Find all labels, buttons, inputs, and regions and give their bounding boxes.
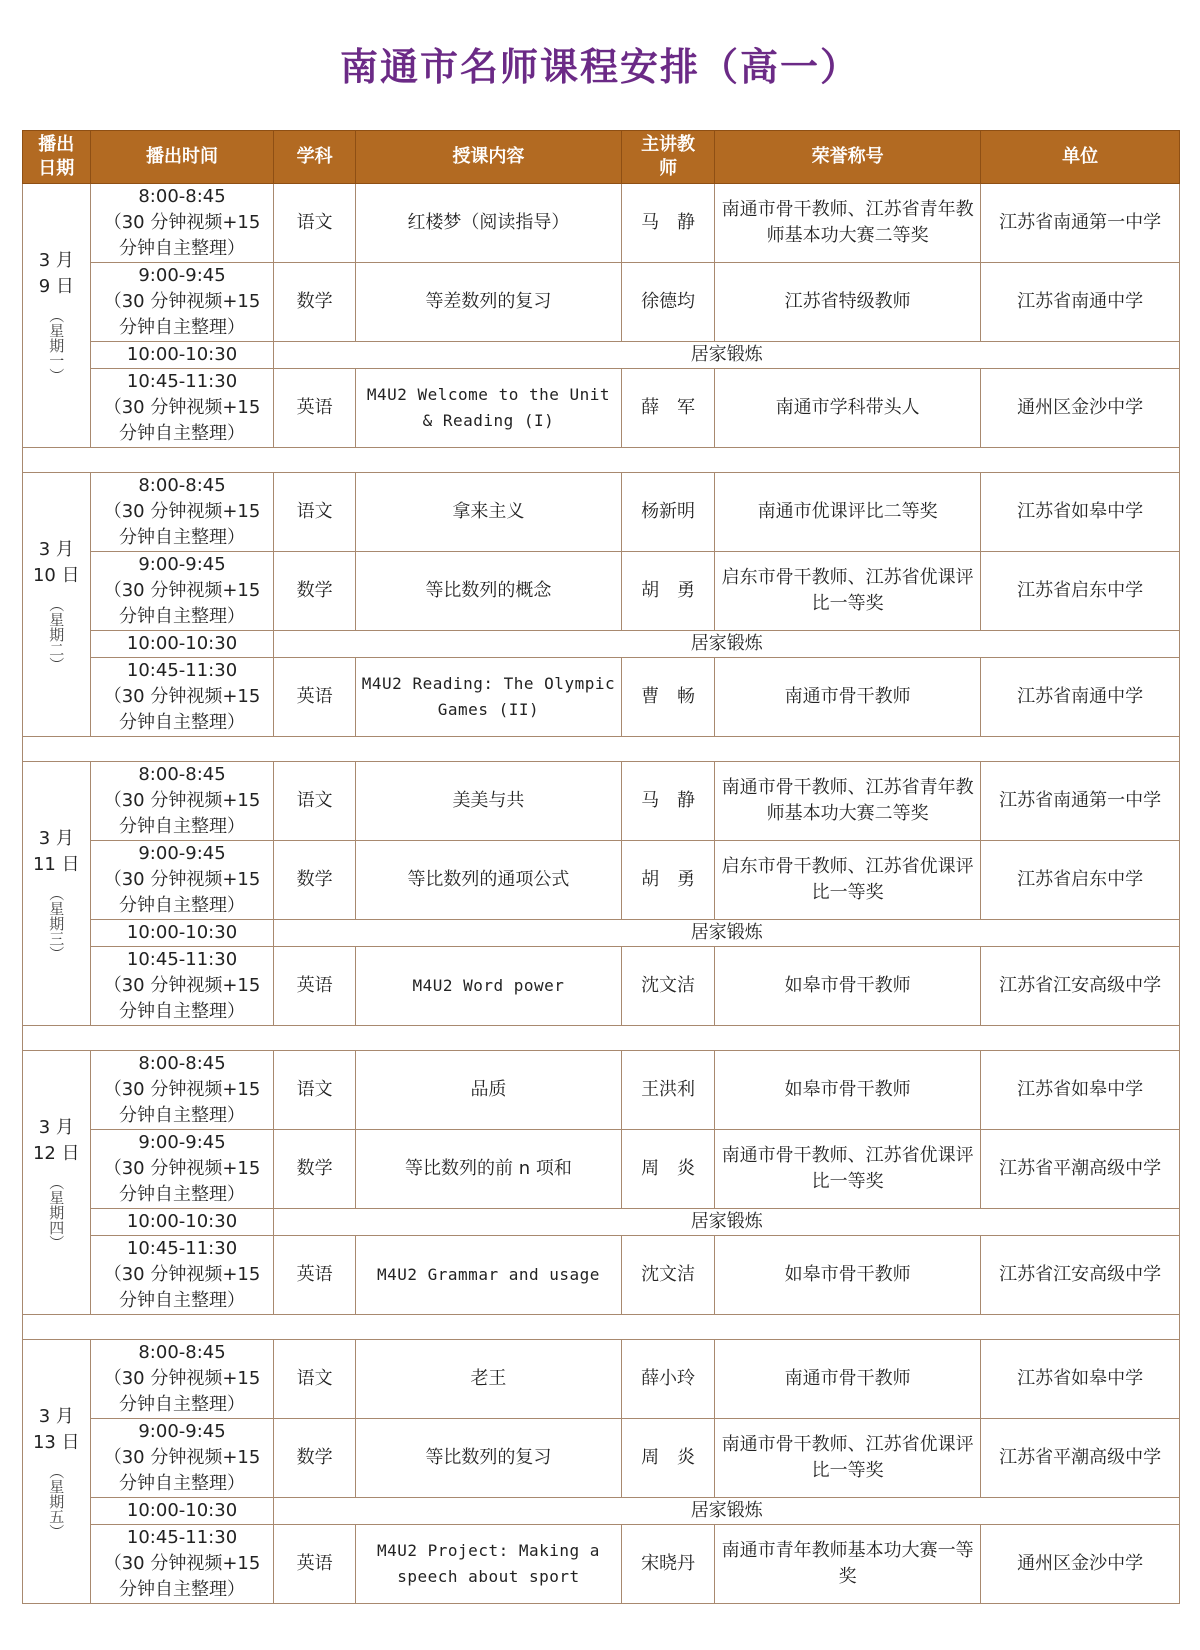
rest-time: 10:00-10:30	[90, 920, 274, 947]
content-cell: M4U2 Reading: The Olympic Games (II)	[355, 658, 621, 737]
unit-cell: 江苏省南通中学	[981, 658, 1180, 737]
time-cell	[90, 263, 274, 342]
lesson-row	[23, 369, 1180, 448]
date-cell	[23, 762, 91, 1026]
time-range: 10:45-11:30	[126, 660, 238, 681]
header-content: 授课内容	[355, 131, 621, 184]
separator-cell	[23, 1315, 1180, 1340]
content-cell: 拿来主义	[355, 473, 621, 552]
time-note-1: （30 分钟视频+15	[103, 1264, 261, 1285]
honor-cell: 南通市学科带头人	[715, 369, 981, 448]
honor-cell: 南通市优课评比二等奖	[715, 473, 981, 552]
lesson-row	[23, 762, 1180, 841]
subject-cell: 英语	[274, 658, 355, 737]
rest-row	[23, 342, 1180, 369]
unit-cell: 江苏省平潮高级中学	[981, 1419, 1180, 1498]
separator-cell	[23, 737, 1180, 762]
time-note-1: （30 分钟视频+15	[103, 790, 261, 811]
honor-cell: 启东市骨干教师、江苏省优课评比一等奖	[715, 841, 981, 920]
separator-cell	[23, 448, 1180, 473]
weekday-label: （星期四）	[47, 1175, 66, 1250]
date-month: 3 月	[38, 1406, 74, 1427]
date-day: 13 日	[32, 1432, 80, 1453]
time-cell	[90, 552, 274, 631]
time-cell	[90, 947, 274, 1026]
time-note-2: 分钟自主整理）	[119, 895, 246, 916]
lesson-row	[23, 1340, 1180, 1419]
rest-time: 10:00-10:30	[90, 1498, 274, 1525]
honor-cell: 南通市骨干教师	[715, 1340, 981, 1419]
rest-row	[23, 631, 1180, 658]
lesson-row	[23, 184, 1180, 263]
content-cell: 品质	[355, 1051, 621, 1130]
time-note-2: 分钟自主整理）	[119, 606, 246, 627]
time-cell	[90, 1130, 274, 1209]
unit-cell: 江苏省江安高级中学	[981, 947, 1180, 1026]
time-cell	[90, 1340, 274, 1419]
page-title: 南通市名师课程安排（高一）	[339, 44, 860, 89]
time-note-2: 分钟自主整理）	[119, 317, 246, 338]
content-cell: 等比数列的概念	[355, 552, 621, 631]
unit-cell: 江苏省启东中学	[981, 841, 1180, 920]
header-teacher: 主讲教师	[622, 131, 715, 184]
subject-cell: 语文	[274, 762, 355, 841]
rest-label: 居家锻炼	[274, 631, 1180, 658]
subject-cell: 语文	[274, 1051, 355, 1130]
honor-cell: 南通市骨干教师	[715, 658, 981, 737]
time-cell	[90, 473, 274, 552]
time-range: 8:00-8:45	[138, 1342, 226, 1363]
rest-label: 居家锻炼	[274, 920, 1180, 947]
time-note-1: （30 分钟视频+15	[103, 686, 261, 707]
time-note-1: （30 分钟视频+15	[103, 1447, 261, 1468]
time-note-2: 分钟自主整理）	[119, 238, 246, 259]
time-note-1: （30 分钟视频+15	[103, 291, 261, 312]
separator-cell	[23, 1026, 1180, 1051]
time-range: 8:00-8:45	[138, 764, 226, 785]
rest-label: 居家锻炼	[274, 1498, 1180, 1525]
content-cell: M4U2 Word power	[355, 947, 621, 1026]
time-note-2: 分钟自主整理）	[119, 527, 246, 548]
header-row	[23, 131, 1180, 184]
time-cell	[90, 841, 274, 920]
rest-label: 居家锻炼	[274, 342, 1180, 369]
subject-cell: 语文	[274, 473, 355, 552]
lesson-row	[23, 1051, 1180, 1130]
day-separator	[23, 448, 1180, 473]
time-range: 9:00-9:45	[138, 554, 226, 575]
content-cell: 等比数列的前 n 项和	[355, 1130, 621, 1209]
content-cell: M4U2 Project: Making a speech about sport	[355, 1525, 621, 1604]
teacher-cell: 胡 勇	[622, 841, 715, 920]
unit-cell: 通州区金沙中学	[981, 1525, 1180, 1604]
honor-cell: 启东市骨干教师、江苏省优课评比一等奖	[715, 552, 981, 631]
subject-cell: 数学	[274, 1130, 355, 1209]
teacher-cell: 马 静	[622, 762, 715, 841]
time-range: 8:00-8:45	[138, 475, 226, 496]
date-cell	[23, 184, 91, 448]
lesson-row	[23, 1419, 1180, 1498]
subject-cell: 英语	[274, 947, 355, 1026]
time-cell	[90, 1525, 274, 1604]
unit-cell: 江苏省江安高级中学	[981, 1236, 1180, 1315]
weekday-label: （星期二）	[47, 597, 66, 672]
time-note-2: 分钟自主整理）	[119, 816, 246, 837]
date-month: 3 月	[38, 1117, 74, 1138]
date-month: 3 月	[38, 828, 74, 849]
schedule-table	[22, 130, 1180, 1604]
content-cell: 等差数列的复习	[355, 263, 621, 342]
weekday-label: （星期三）	[47, 886, 66, 961]
unit-cell: 江苏省如皋中学	[981, 473, 1180, 552]
time-range: 8:00-8:45	[138, 186, 226, 207]
date-day: 12 日	[32, 1143, 80, 1164]
subject-cell: 数学	[274, 263, 355, 342]
teacher-cell: 薛小玲	[622, 1340, 715, 1419]
teacher-cell: 马 静	[622, 184, 715, 263]
day-separator	[23, 737, 1180, 762]
time-range: 10:45-11:30	[126, 1527, 238, 1548]
honor-cell: 江苏省特级教师	[715, 263, 981, 342]
header-unit: 单位	[981, 131, 1180, 184]
rest-time: 10:00-10:30	[90, 631, 274, 658]
content-cell: 等比数列的通项公式	[355, 841, 621, 920]
unit-cell: 江苏省启东中学	[981, 552, 1180, 631]
time-cell	[90, 369, 274, 448]
lesson-row	[23, 841, 1180, 920]
teacher-cell: 徐德均	[622, 263, 715, 342]
date-cell	[23, 473, 91, 737]
content-cell: M4U2 Welcome to the Unit & Reading (I)	[355, 369, 621, 448]
header-subject: 学科	[274, 131, 355, 184]
honor-cell: 南通市青年教师基本功大赛一等奖	[715, 1525, 981, 1604]
time-range: 9:00-9:45	[138, 265, 226, 286]
unit-cell: 通州区金沙中学	[981, 369, 1180, 448]
day-separator	[23, 1315, 1180, 1340]
time-note-1: （30 分钟视频+15	[103, 501, 261, 522]
time-cell	[90, 762, 274, 841]
honor-cell: 南通市骨干教师、江苏省优课评比一等奖	[715, 1130, 981, 1209]
header-honor: 荣誉称号	[715, 131, 981, 184]
rest-time: 10:00-10:30	[90, 342, 274, 369]
time-note-1: （30 分钟视频+15	[103, 1368, 261, 1389]
day-separator	[23, 1026, 1180, 1051]
honor-cell: 南通市骨干教师、江苏省优课评比一等奖	[715, 1419, 981, 1498]
time-note-2: 分钟自主整理）	[119, 1394, 246, 1415]
subject-cell: 数学	[274, 1419, 355, 1498]
time-note-2: 分钟自主整理）	[119, 1290, 246, 1311]
header-time: 播出时间	[90, 131, 274, 184]
time-note-2: 分钟自主整理）	[119, 1473, 246, 1494]
date-cell	[23, 1340, 91, 1604]
subject-cell: 英语	[274, 369, 355, 448]
time-note-1: （30 分钟视频+15	[103, 580, 261, 601]
unit-cell: 江苏省南通中学	[981, 263, 1180, 342]
time-note-2: 分钟自主整理）	[119, 423, 246, 444]
time-range: 8:00-8:45	[138, 1053, 226, 1074]
teacher-cell: 杨新明	[622, 473, 715, 552]
time-note-1: （30 分钟视频+15	[103, 397, 261, 418]
subject-cell: 数学	[274, 552, 355, 631]
unit-cell: 江苏省平潮高级中学	[981, 1130, 1180, 1209]
time-note-2: 分钟自主整理）	[119, 1184, 246, 1205]
time-note-2: 分钟自主整理）	[119, 1001, 246, 1022]
time-note-2: 分钟自主整理）	[119, 1105, 246, 1126]
teacher-cell: 周 炎	[622, 1130, 715, 1209]
rest-row	[23, 920, 1180, 947]
time-note-1: （30 分钟视频+15	[103, 1079, 261, 1100]
lesson-row	[23, 552, 1180, 631]
date-month: 3 月	[38, 539, 74, 560]
unit-cell: 江苏省南通第一中学	[981, 184, 1180, 263]
time-range: 10:45-11:30	[126, 1238, 238, 1259]
lesson-row	[23, 1525, 1180, 1604]
time-cell	[90, 1051, 274, 1130]
date-month: 3 月	[38, 250, 74, 271]
subject-cell: 英语	[274, 1236, 355, 1315]
teacher-cell: 胡 勇	[622, 552, 715, 631]
teacher-cell: 王洪利	[622, 1051, 715, 1130]
time-note-1: （30 分钟视频+15	[103, 1158, 261, 1179]
time-note-1: （30 分钟视频+15	[103, 975, 261, 996]
date-day: 11 日	[32, 854, 80, 875]
content-cell: M4U2 Grammar and usage	[355, 1236, 621, 1315]
time-note-2: 分钟自主整理）	[119, 712, 246, 733]
time-note-1: （30 分钟视频+15	[103, 212, 261, 233]
honor-cell: 如皋市骨干教师	[715, 1051, 981, 1130]
time-cell	[90, 184, 274, 263]
honor-cell: 如皋市骨干教师	[715, 1236, 981, 1315]
rest-row	[23, 1498, 1180, 1525]
time-cell	[90, 1236, 274, 1315]
rest-row	[23, 1209, 1180, 1236]
teacher-cell: 曹 畅	[622, 658, 715, 737]
teacher-cell: 薛 军	[622, 369, 715, 448]
subject-cell: 数学	[274, 841, 355, 920]
time-note-2: 分钟自主整理）	[119, 1579, 246, 1600]
schedule-body	[23, 184, 1180, 1604]
lesson-row	[23, 1236, 1180, 1315]
weekday-label: （星期五）	[47, 1464, 66, 1539]
content-cell: 美美与共	[355, 762, 621, 841]
time-range: 9:00-9:45	[138, 843, 226, 864]
lesson-row	[23, 1130, 1180, 1209]
subject-cell: 语文	[274, 1340, 355, 1419]
content-cell: 老王	[355, 1340, 621, 1419]
time-cell	[90, 1419, 274, 1498]
date-day: 9 日	[38, 276, 74, 297]
honor-cell: 南通市骨干教师、江苏省青年教师基本功大赛二等奖	[715, 762, 981, 841]
lesson-row	[23, 947, 1180, 1026]
subject-cell: 英语	[274, 1525, 355, 1604]
time-cell	[90, 658, 274, 737]
rest-time: 10:00-10:30	[90, 1209, 274, 1236]
date-cell	[23, 1051, 91, 1315]
honor-cell: 如皋市骨干教师	[715, 947, 981, 1026]
time-range: 10:45-11:30	[126, 949, 238, 970]
date-day: 10 日	[32, 565, 80, 586]
time-range: 9:00-9:45	[138, 1132, 226, 1153]
time-note-1: （30 分钟视频+15	[103, 869, 261, 890]
weekday-label: （星期一）	[47, 308, 66, 383]
unit-cell: 江苏省南通第一中学	[981, 762, 1180, 841]
teacher-cell: 周 炎	[622, 1419, 715, 1498]
lesson-row	[23, 263, 1180, 342]
unit-cell: 江苏省如皋中学	[981, 1340, 1180, 1419]
content-cell: 红楼梦（阅读指导）	[355, 184, 621, 263]
time-range: 9:00-9:45	[138, 1421, 226, 1442]
teacher-cell: 沈文洁	[622, 1236, 715, 1315]
teacher-cell: 宋晓丹	[622, 1525, 715, 1604]
lesson-row	[23, 473, 1180, 552]
header-date: 播出日期	[23, 131, 91, 184]
subject-cell: 语文	[274, 184, 355, 263]
teacher-cell: 沈文洁	[622, 947, 715, 1026]
time-range: 10:45-11:30	[126, 371, 238, 392]
rest-label: 居家锻炼	[274, 1209, 1180, 1236]
lesson-row	[23, 658, 1180, 737]
content-cell: 等比数列的复习	[355, 1419, 621, 1498]
unit-cell: 江苏省如皋中学	[981, 1051, 1180, 1130]
time-note-1: （30 分钟视频+15	[103, 1553, 261, 1574]
honor-cell: 南通市骨干教师、江苏省青年教师基本功大赛二等奖	[715, 184, 981, 263]
